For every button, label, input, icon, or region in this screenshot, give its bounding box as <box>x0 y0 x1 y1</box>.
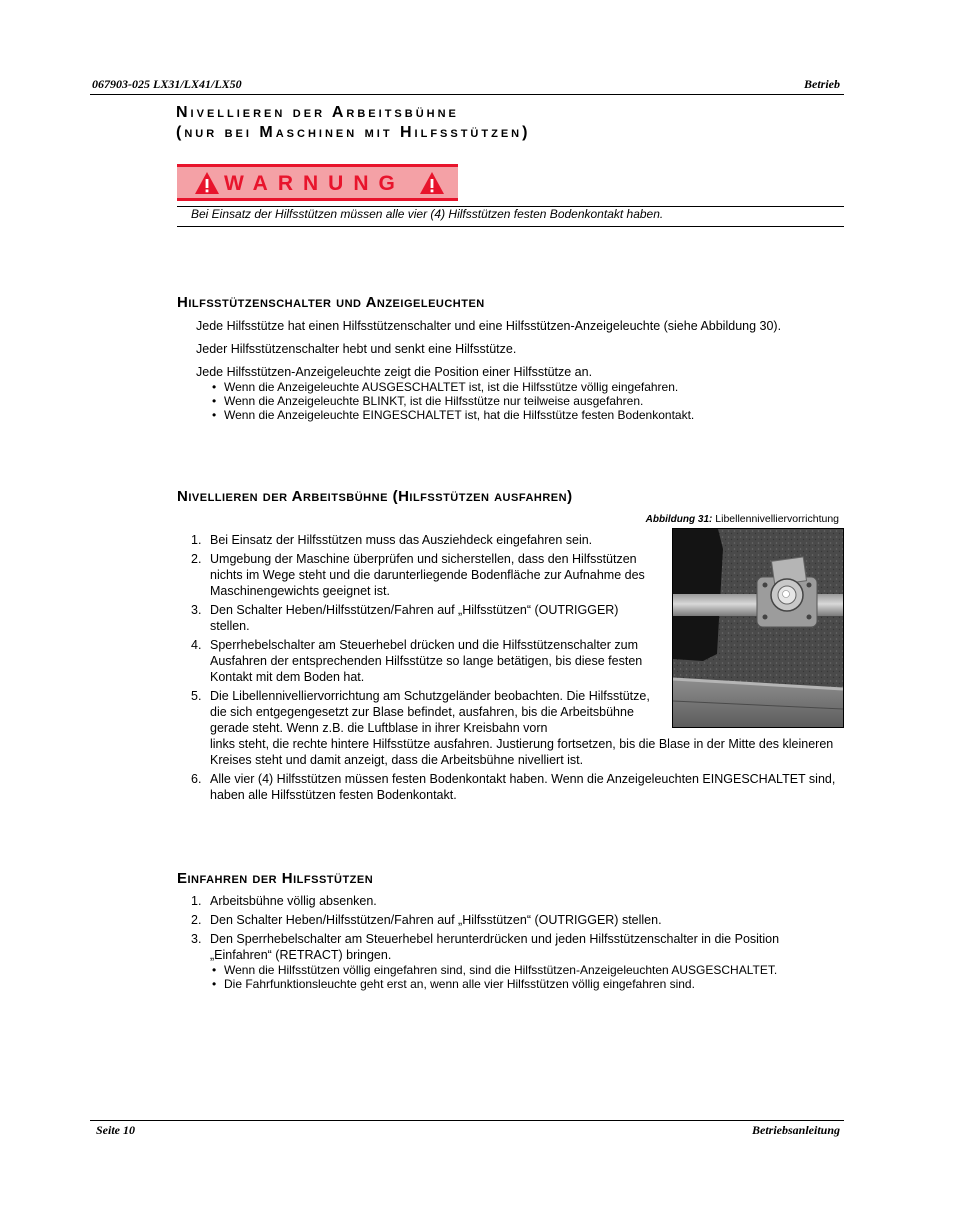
header-doc-number: 067903-025 LX31/LX41/LX50 <box>92 77 242 91</box>
list-item: • Wenn die Anzeigeleuchte AUSGESCHALTET ist, ist die Hilfsstütze völlig eingefahren. <box>212 380 832 394</box>
bullet-list <box>212 963 832 991</box>
figure-caption-label: Abbildung 31: <box>645 514 713 525</box>
warning-triangle-icon <box>419 171 445 195</box>
paragraph: Jeder Hilfsstützenschalter hebt und senkt eine Hilfsstütze. <box>196 342 517 356</box>
steps-list <box>177 532 657 736</box>
header-section: Betrieb <box>804 77 840 91</box>
page-title-line1: Nivellieren der Arbeitsbühne <box>176 104 459 121</box>
warning-text: Bei Einsatz der Hilfsstützen müssen alle vier (4) Hilfsstützen festen Bodenkontakt haben. <box>191 207 664 221</box>
section-heading-retract: Einfahren der Hilfsstützen <box>177 870 374 887</box>
step-5-continuation: links steht, die rechte hintere Hilfsstütze ausfahren. Justierung fortsetzen, bis die Blase in der Mitte des kleineren Kreises steht und damit anzeigt, dass die Arbeitsbühne nivelliert ist. <box>210 737 834 767</box>
list-item: • Wenn die Anzeigeleuchte BLINKT, ist die Hilfsstütze nur teilweise ausgefahren. <box>212 394 832 408</box>
page-title <box>176 103 530 143</box>
list-item: 1. Bei Einsatz der Hilfsstützen muss das Ausziehdeck eingefahren sein. <box>191 533 593 547</box>
section-heading-switches: Hilfsstützenschalter und Anzeigeleuchten <box>177 294 485 311</box>
header-rule <box>90 94 844 95</box>
list-item: 2. Umgebung der Maschine überprüfen und sicherstellen, dass den Hilfsstützen nichts im Wege steht und die darunterliegende Bodenfläche zur Aufnahme des Maschinengewichts geeignet ist. <box>191 552 645 598</box>
list-item: 3. Den Schalter Heben/Hilfsstützen/Fahren auf „Hilfsstützen“ (OUTRIGGER) stellen. <box>191 603 619 633</box>
figure-caption-text: Libellennivelliervorrichtung <box>715 513 839 525</box>
list-item: 5. Die Libellennivelliervorrichtung am Schutzgeländer beobachten. Die Hilfsstütze, die sich entgegengesetzt zur Blase befindet, ausfahren, bis die Arbeitsbühne gerade steht. Wenn z.B. die Luftblase in ihrer Kreisbahn vorn <box>191 689 650 735</box>
list-item: 4. Sperrhebelschalter am Steuerhebel drücken und die Hilfsstützenschalter zum Ausfahren der entsprechenden Hilfsstütze so lange betätigen, bis diese festen Kontakt mit dem Boden hat. <box>191 638 643 684</box>
figure-caption <box>646 513 839 525</box>
list-item: 1. Arbeitsbühne völlig absenken. <box>191 894 377 908</box>
list-item: 6. Alle vier (4) Hilfsstützen müssen festen Bodenkontakt haben. Wenn die Anzeigeleuchten EINGESCHALTET sind, haben alle Hilfsstützen festen Bodenkontakt. <box>191 772 836 802</box>
footer-manual-name: Betriebsanleitung <box>751 1123 840 1137</box>
section-heading-leveling: Nivellieren der Arbeitsbühne (Hilfsstützen ausfahren) <box>177 488 573 505</box>
bullet-list <box>212 380 832 422</box>
list-item: • Wenn die Anzeigeleuchte EINGESCHALTET ist, hat die Hilfsstütze festen Bodenkontakt. <box>212 408 832 422</box>
list-item: • Die Fahrfunktionsleuchte geht erst an, wenn alle vier Hilfsstützen völlig eingefahren sind. <box>212 977 832 991</box>
footer-rule <box>90 1120 844 1121</box>
list-item: 3. Den Sperrhebelschalter am Steuerhebel herunterdrücken und jeden Hilfsstützenschalter in die Position „Einfahren“ (RETRACT) bringen. <box>191 932 780 962</box>
figure-level-gauge-photo <box>672 528 844 728</box>
list-item: • Wenn die Hilfsstützen völlig eingefahren sind, sind die Hilfsstützen-Anzeigeleuchten AUSGESCHALTET. <box>212 963 832 977</box>
footer-page-number: Seite 10 <box>96 1123 135 1137</box>
warning-label: WARNUNG <box>224 172 405 195</box>
level-gauge-image <box>673 529 843 727</box>
warning-banner <box>177 164 458 201</box>
warning-triangle-icon <box>194 171 220 195</box>
paragraph: Jede Hilfsstütze hat einen Hilfsstützenschalter und eine Hilfsstützen-Anzeigeleuchte (siehe Abbildung 30). <box>196 319 782 333</box>
list-item: 2. Den Schalter Heben/Hilfsstützen/Fahren auf „Hilfsstützen“ (OUTRIGGER) stellen. <box>191 913 662 927</box>
steps-list <box>177 893 844 963</box>
paragraph: Jede Hilfsstützen-Anzeigeleuchte zeigt die Position einer Hilfsstütze an. <box>196 365 593 379</box>
warning-rule-bottom <box>177 226 844 227</box>
page-title-line2: (nur bei Maschinen mit Hilfsstützen) <box>176 124 531 141</box>
